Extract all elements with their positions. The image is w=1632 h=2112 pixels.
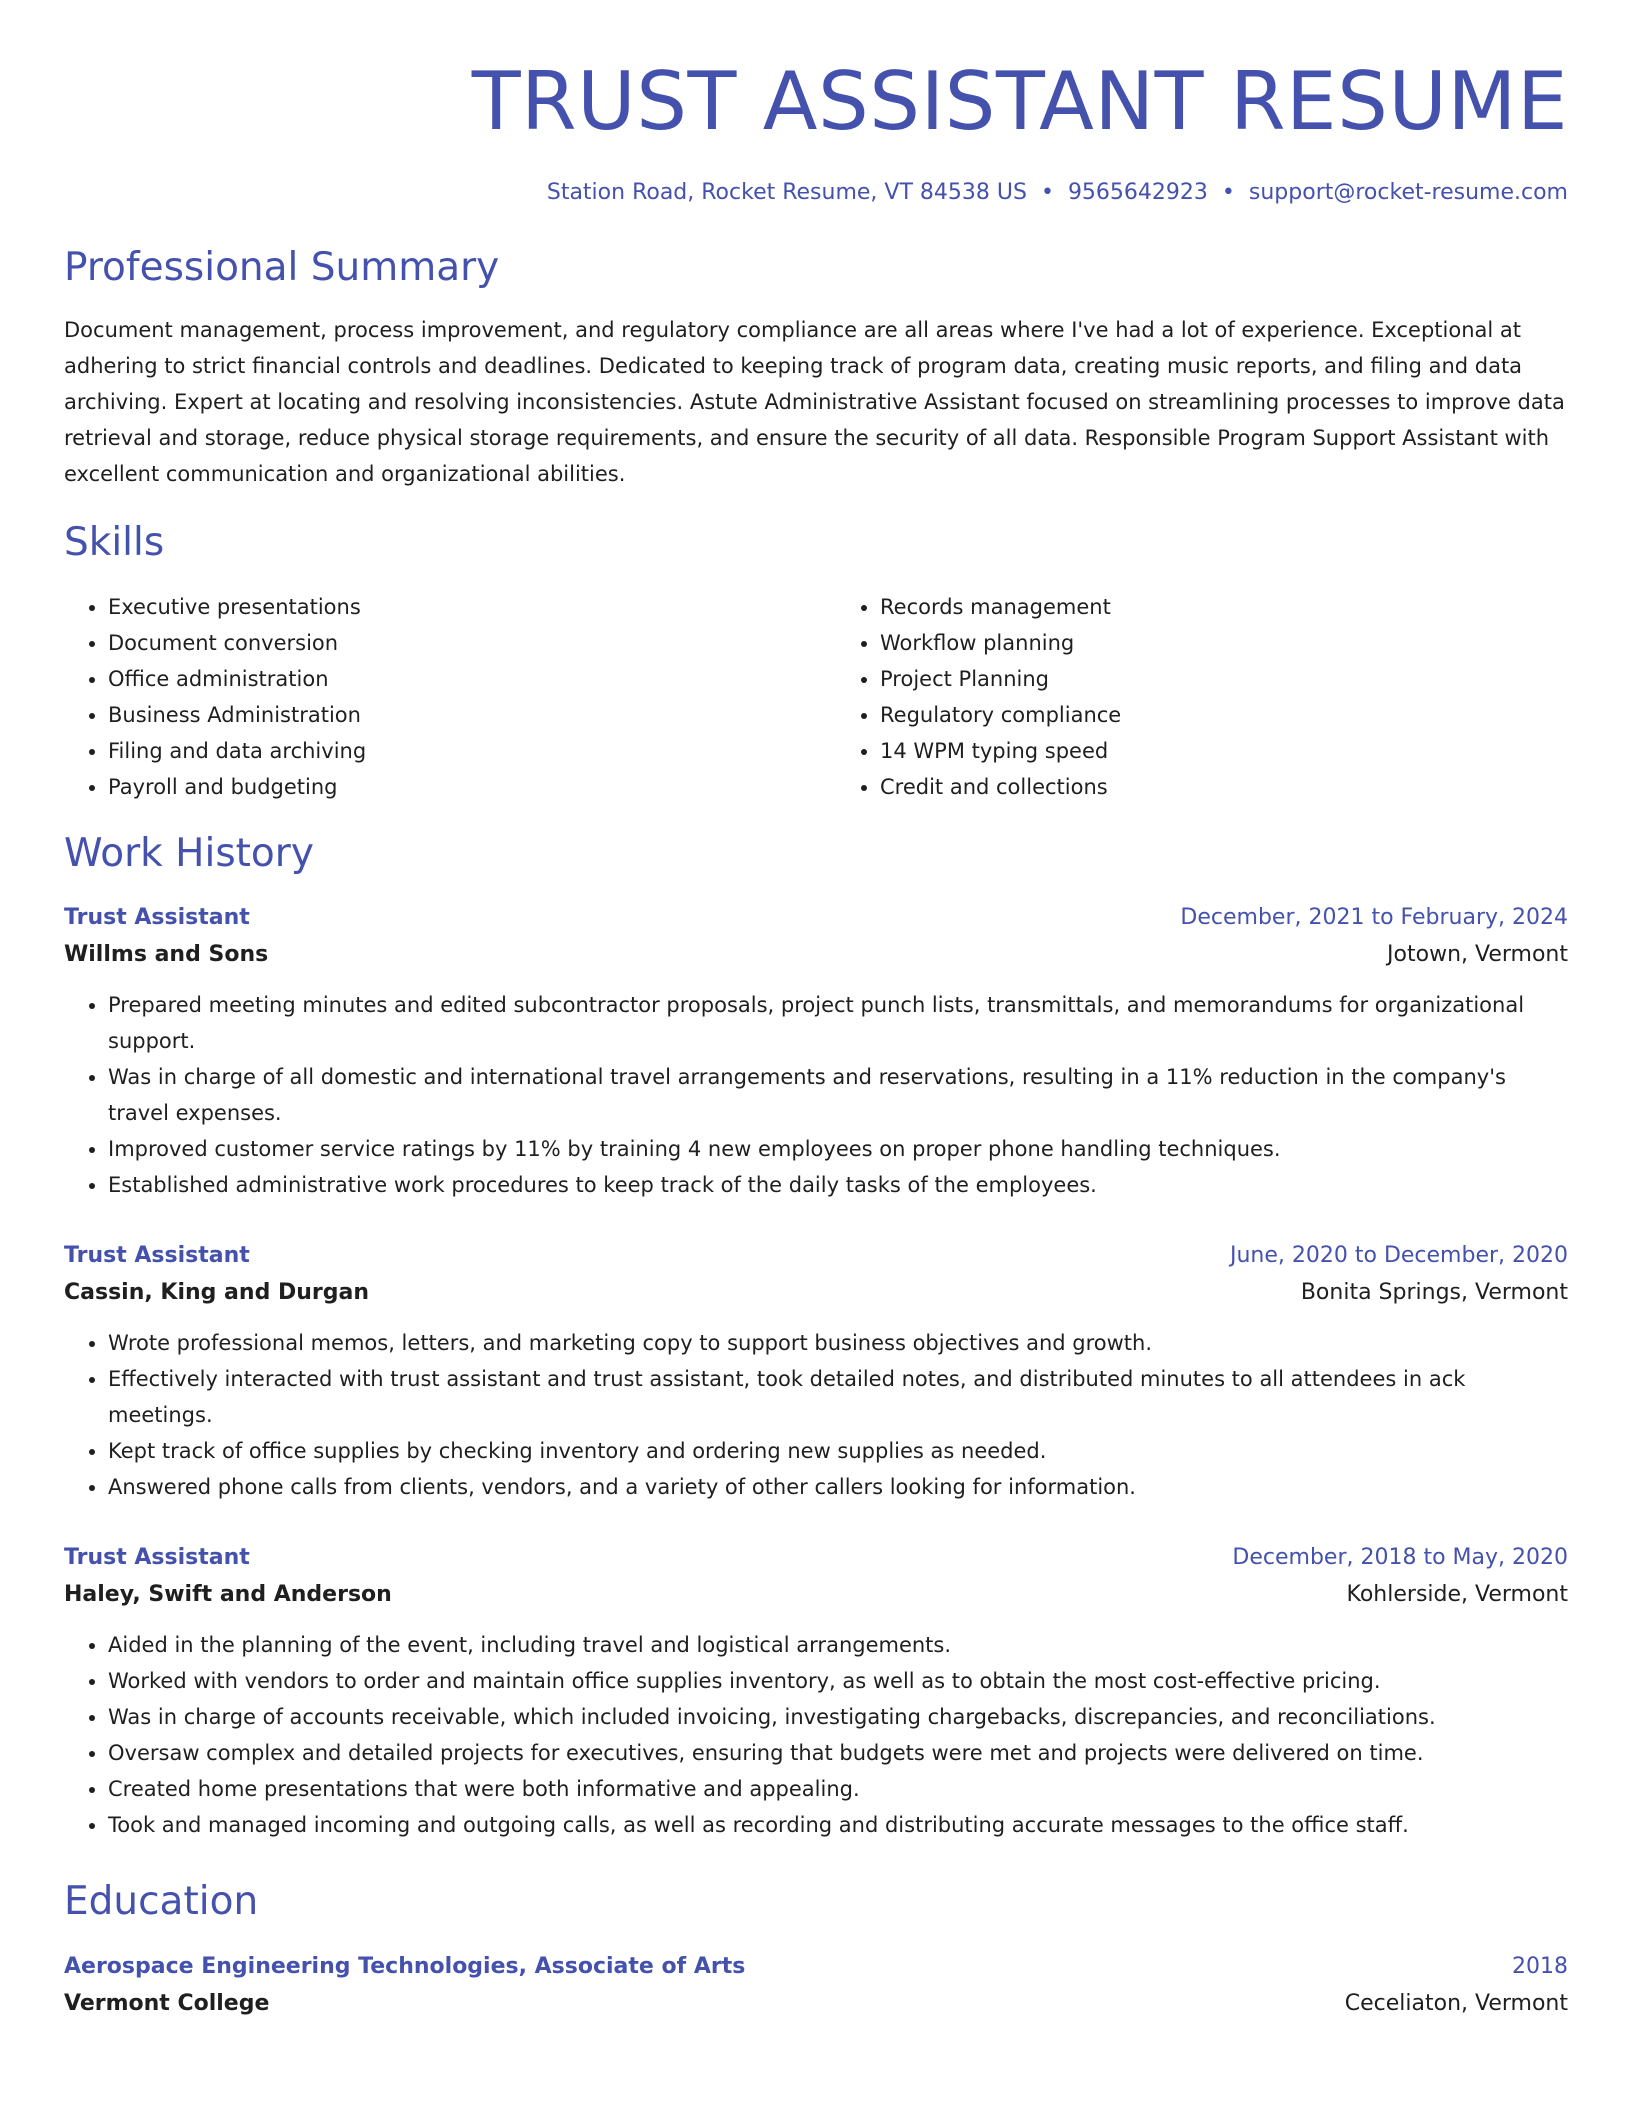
- job-bullet: • Aided in the planning of the event, including travel and logistical arrangements.: [108, 1627, 1568, 1663]
- summary-heading: Professional Summary: [64, 245, 500, 290]
- education-year: 2018: [1512, 1954, 1568, 1980]
- skill-item: • 14 WPM typing speed: [880, 733, 1568, 769]
- skill-item: • Project Planning: [880, 661, 1568, 697]
- job-bullet: • Wrote professional memos, letters, and marketing copy to support business objectives and growth.: [108, 1325, 1568, 1361]
- skills-grid: [64, 589, 1568, 805]
- job-bullet: • Prepared meeting minutes and edited subcontractor proposals, project punch lists, transmittals, and memorandums for organizational support.: [108, 987, 1568, 1059]
- contact-phone: 9565642923: [1067, 180, 1208, 205]
- contact-line: [64, 180, 1568, 205]
- education-heading: Education: [64, 1879, 259, 1925]
- job-bullet: • Was in charge of accounts receivable, which included invoicing, investigating chargebacks, discrepancies, and reconciliations.: [108, 1699, 1568, 1735]
- job-entry: [64, 1541, 1568, 1843]
- job-bullet: • Worked with vendors to order and maintain office supplies inventory, as well as to obtain the most cost-effective pricing.: [108, 1663, 1568, 1699]
- skill-item: • Business Administration: [108, 697, 796, 733]
- job-title: Trust Assistant: [64, 905, 250, 931]
- skill-item: • Payroll and budgeting: [108, 769, 796, 805]
- job-dates: December, 2018 to May, 2020: [1232, 1545, 1568, 1571]
- job-bullet: • Created home presentations that were both informative and appealing.: [108, 1771, 1568, 1807]
- job-bullets: [64, 1627, 1568, 1843]
- skill-item: • Office administration: [108, 661, 796, 697]
- contact-address: Station Road, Rocket Resume, VT 84538 US: [546, 180, 1027, 205]
- job-company: Cassin, King and Durgan: [64, 1280, 370, 1306]
- job-bullet: • Answered phone calls from clients, vendors, and a variety of other callers looking for information.: [108, 1469, 1568, 1505]
- summary-text: Document management, process improvement, and regulatory compliance are all areas where I've had a lot of experience. Exceptional at adhering to strict financial controls and deadlines. Dedicated to keeping track of program data, creating music reports, and filing and data archiving. Expert at locating and resolving inconsistencies. Astute Administrative Assistant focused on streamlining processes to improve data retrieval and storage, reduce physical storage requirements, and ensure the security of all data. Responsible Program Support Assistant with excellent communication and organizational abilities.: [64, 317, 1565, 486]
- job-company: Haley, Swift and Anderson: [64, 1582, 392, 1608]
- job-bullet: • Improved customer service ratings by 11% by training 4 new employees on proper phone handling techniques.: [108, 1131, 1568, 1167]
- education-entry: [64, 1950, 1568, 2024]
- job-dates: June, 2020 to December, 2020: [1229, 1243, 1568, 1269]
- job-location: Bonita Springs, Vermont: [1300, 1280, 1568, 1306]
- contact-separator: •: [1221, 180, 1235, 205]
- skill-item: • Credit and collections: [880, 769, 1568, 805]
- contact-separator: •: [1040, 180, 1054, 205]
- job-entry: [64, 1239, 1568, 1505]
- education-school: Vermont College: [64, 1991, 270, 2017]
- job-bullets: [64, 1325, 1568, 1505]
- skills-heading: Skills: [64, 519, 165, 565]
- job-location: Kohlerside, Vermont: [1346, 1582, 1568, 1608]
- skill-item: • Workflow planning: [880, 625, 1568, 661]
- job-location: Jotown, Vermont: [1387, 942, 1568, 968]
- skill-item: • Document conversion: [108, 625, 796, 661]
- skill-item: • Regulatory compliance: [880, 697, 1568, 733]
- job-bullet: • Effectively interacted with trust assistant and trust assistant, took detailed notes, and distributed minutes to all attendees in ack meetings.: [108, 1361, 1568, 1433]
- resume-title: TRUST ASSISTANT RESUME: [471, 55, 1568, 148]
- job-title: Trust Assistant: [64, 1243, 250, 1269]
- work-history-heading: Work History: [64, 830, 314, 876]
- job-title: Trust Assistant: [64, 1545, 250, 1571]
- job-bullet: • Was in charge of all domestic and international travel arrangements and reservations, resulting in a 11% reduction in the company's travel expenses.: [108, 1059, 1568, 1131]
- job-bullet: • Established administrative work procedures to keep track of the daily tasks of the employees.: [108, 1167, 1568, 1203]
- job-bullets: [64, 987, 1568, 1203]
- job-entry: [64, 901, 1568, 1203]
- skills-list-right: [836, 589, 1568, 805]
- skills-list-left: [64, 589, 796, 805]
- contact-email[interactable]: support@rocket-resume.com: [1248, 180, 1568, 205]
- job-bullet: • Took and managed incoming and outgoing calls, as well as recording and distributing accurate messages to the office staff.: [108, 1807, 1568, 1843]
- job-bullet: • Kept track of office supplies by checking inventory and ordering new supplies as needed.: [108, 1433, 1568, 1469]
- education-location: Ceceliaton, Vermont: [1344, 1991, 1568, 2017]
- skill-item: • Executive presentations: [108, 589, 796, 625]
- job-dates: December, 2021 to February, 2024: [1180, 905, 1568, 931]
- job-bullet: • Oversaw complex and detailed projects for executives, ensuring that budgets were met and projects were delivered on time.: [108, 1735, 1568, 1771]
- skill-item: • Filing and data archiving: [108, 733, 796, 769]
- education-degree: Aerospace Engineering Technologies, Associate of Arts: [64, 1954, 746, 1980]
- skill-item: • Records management: [880, 589, 1568, 625]
- job-company: Willms and Sons: [64, 942, 269, 968]
